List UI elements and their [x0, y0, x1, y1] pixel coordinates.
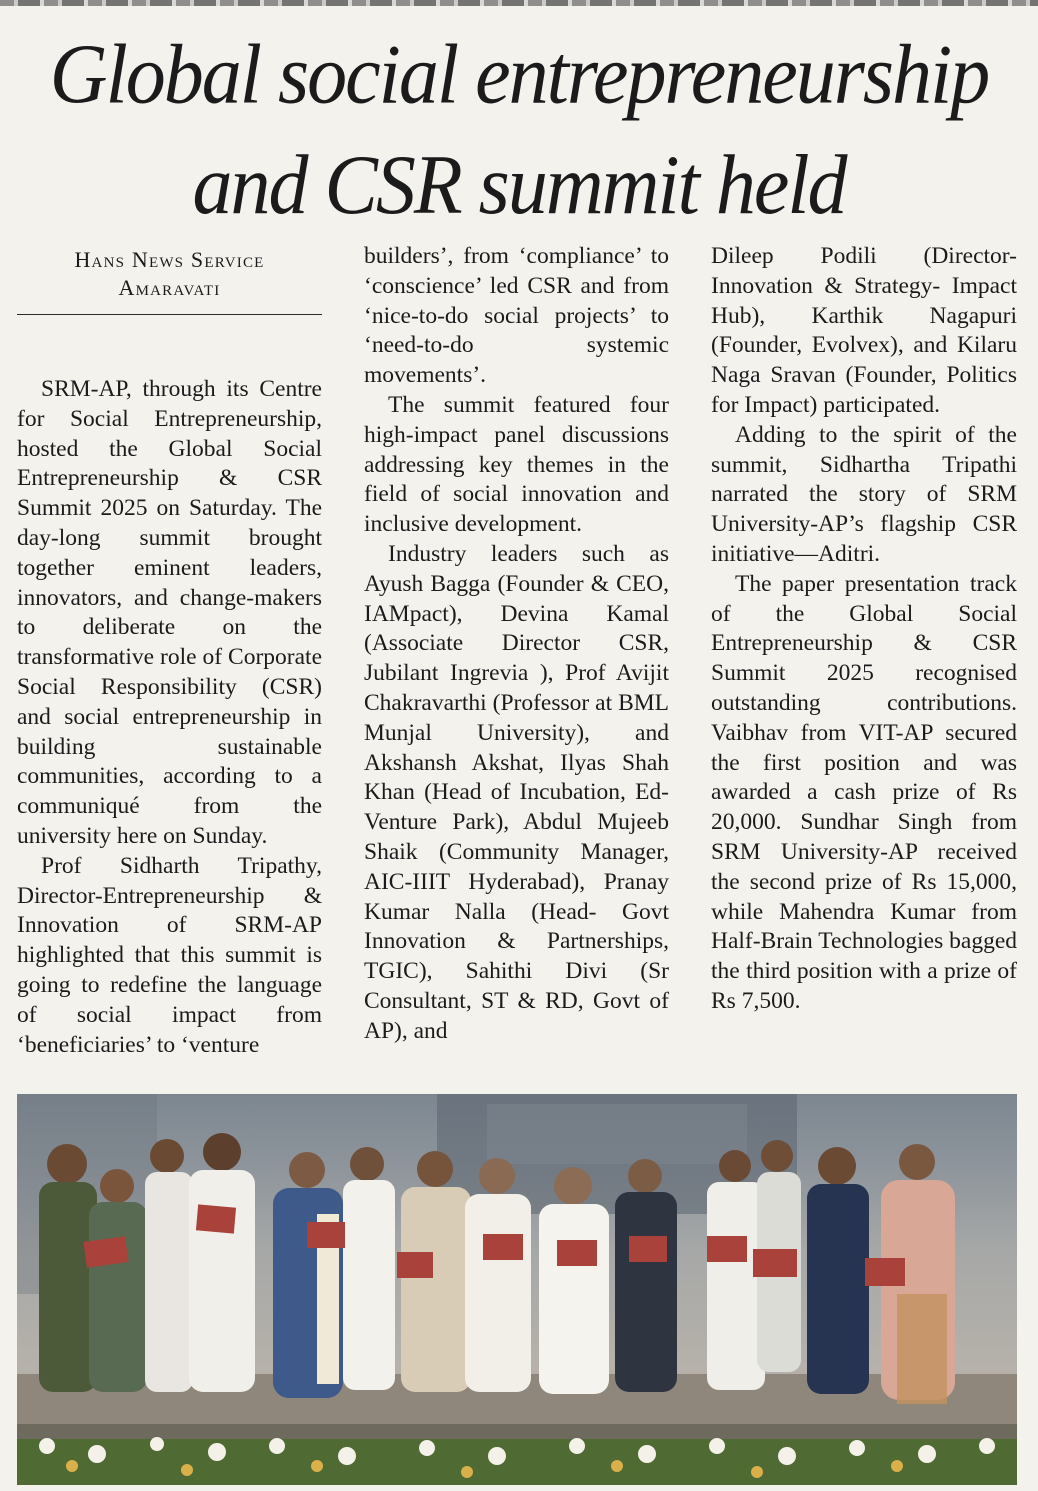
group-photo-illustration [17, 1094, 1017, 1485]
headline [0, 20, 1038, 240]
paragraph: Dileep Podili (Director- Innovation & Strategy- Impact Hub), Karthik Nagapuri (Founder, Evolvex), and Kilaru Naga Sravan (Founder, Politics for Impact) participated. [711, 243, 1017, 418]
top-border-strip [0, 0, 1038, 6]
paragraph: builders’, from ‘compliance’ to ‘conscience’ led CSR and from ‘nice-to-do social projects’ to ‘need-to-do systemic movements’. [364, 243, 669, 389]
paragraph: Prof Sidharth Tripathy, Director-Entrepreneurship & Innovation of SRM-AP highlighted that this summit is going to redefine the language of social impact from ‘beneficiaries’ to ‘venture [17, 852, 322, 1058]
headline-line-2: and CSR summit held [192, 138, 846, 232]
byline-place: Amaravati [118, 275, 221, 300]
byline [17, 242, 322, 314]
headline-line-1: Global social entrepreneurship [49, 28, 989, 122]
byline-agency: Hans News Service [74, 247, 265, 272]
column-3 [711, 242, 1017, 1017]
column-1 [17, 242, 322, 1060]
paragraph: Industry leaders such as Ayush Bagga (Founder & CEO, IAMpact), Devina Kamal (Associate Director CSR, Jubilant Ingrevia ), Prof Avijit Chakravarthi (Professor at BML Munjal University), and Akshansh Akshat, Ilyas Shah Khan (Head of Incubation, Ed-Venture Park), Abdul Mujeeb Shaik (Community Manager, AIC-IIIT Hyderabad), Pranay Kumar Nalla (Head- Govt Innovation & Partnerships, TGIC), Sahithi Divi (Sr Consultant, ST & RD, Govt of AP), and [364, 540, 669, 1044]
paragraph: SRM-AP, through its Centre for Social Entrepreneurship, hosted the Global Social Entrepreneurship & CSR Summit 2025 on Saturday. The day-long summit brought together eminent leaders, innovators, and change-makers to deliberate on the transformative role of Corporate Social Responsibility (CSR) and social entrepreneurship in building sustainable communities, according to a communiqué from the university here on Sunday. [17, 376, 322, 849]
byline-divider [17, 314, 322, 315]
paragraph: The summit featured four high-impact panel discussions addressing key themes in the field of social innovation and inclusive development. [364, 391, 669, 538]
column-2 [364, 242, 669, 1047]
flower-decoration [17, 1437, 1017, 1485]
paragraph: The paper presentation track of the Global Social Entrepreneurship & CSR Summit 2025 recognised outstanding contributions. Vaibhav from VIT-AP secured the first position and was awarded a cash prize of Rs 20,000. Sundhar Singh from SRM University-AP received the second prize of Rs 15,000, while Mahendra Kumar from Half-Brain Technologies bagged the third position with a prize of Rs 7,500. [711, 570, 1017, 1014]
group-photo [17, 1094, 1017, 1485]
paragraph: Adding to the spirit of the summit, Sidhartha Tripathi narrated the story of SRM University-AP’s flagship CSR initiative—Aditri. [711, 421, 1017, 567]
